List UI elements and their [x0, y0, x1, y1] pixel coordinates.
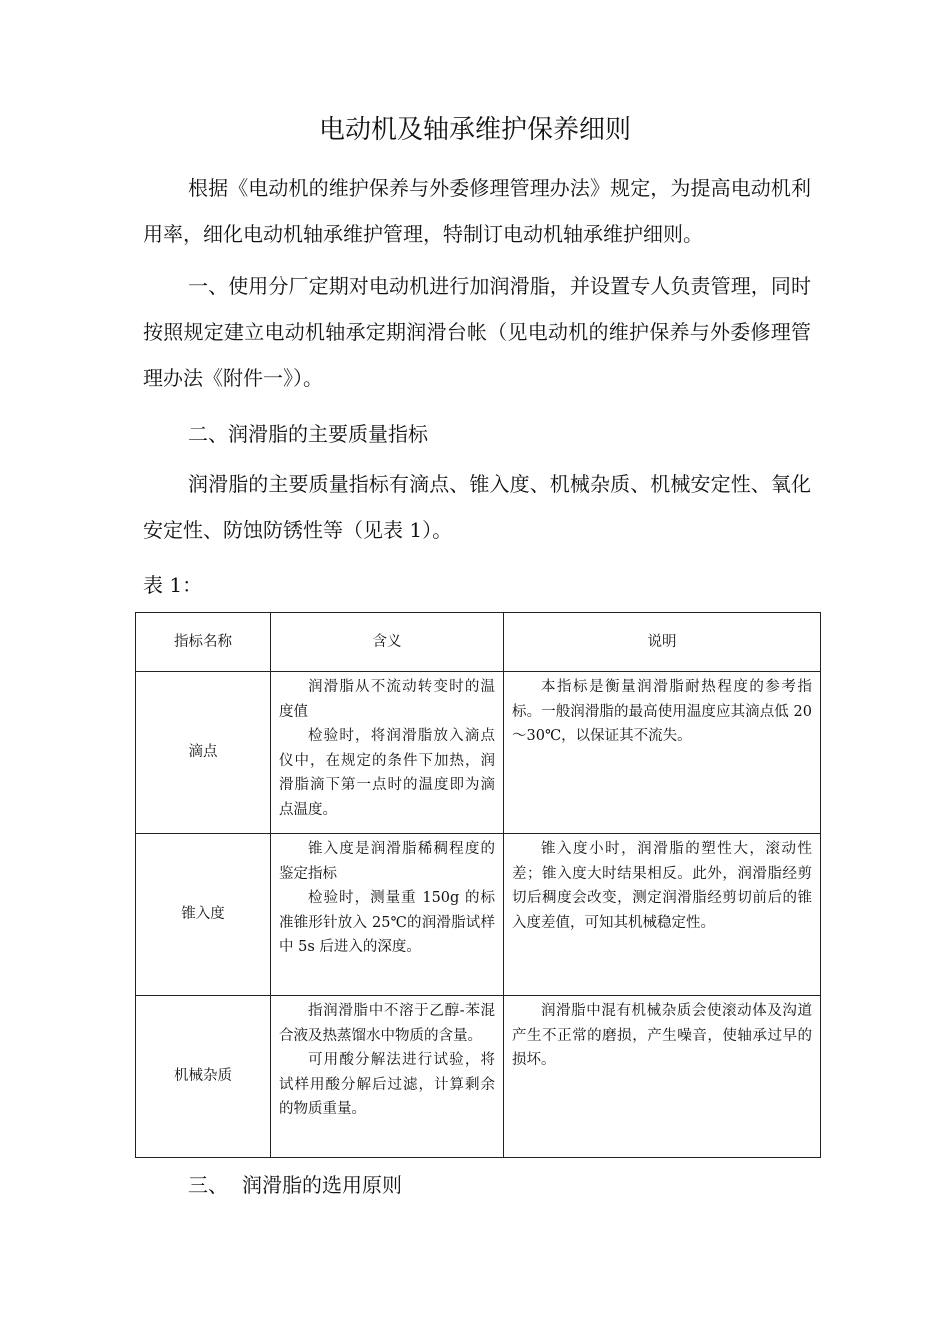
row-meaning	[271, 996, 504, 1158]
meaning-definition: 指润滑脂中不溶于乙醇-苯混合液及热蒸馏水中物质的含量。	[279, 1003, 495, 1044]
meaning-test-method: 检验时，测量重 150g 的标准锥形针放入 25℃的润滑脂试样中 5s 后进入的深度。	[279, 890, 495, 955]
section-3-number: 三、	[188, 1173, 228, 1197]
table-row	[136, 672, 821, 834]
row-note	[504, 834, 821, 996]
row-meaning	[271, 834, 504, 996]
section-3-title: 润滑脂的选用原则	[242, 1173, 402, 1197]
note-text: 润滑脂中混有机械杂质会使滚动体及沟道产生不正常的磨损，产生噪音，使轴承过早的损坏。	[512, 1003, 812, 1068]
row-index-name: 滴点	[136, 672, 271, 834]
table-header-row	[136, 613, 821, 672]
section-2-paragraph: 润滑脂的主要质量指标有滴点、锥入度、机械杂质、机械安定性、氧化安定性、防蚀防锈性等（见表 1）。	[143, 472, 811, 542]
meaning-test-method: 可用酸分解法进行试验，将试样用酸分解后过滤，计算剩余的物质重量。	[279, 1052, 495, 1117]
intro-paragraph: 根据《电动机的维护保养与外委修理管理办法》规定，为提高电动机利用率，细化电动机轴承维护管理，特制订电动机轴承维护细则。	[143, 176, 811, 246]
table-label: 表 1：	[143, 573, 203, 597]
meaning-definition: 锥入度是润滑脂稀稠程度的鉴定指标	[279, 841, 495, 882]
section-3-heading	[188, 1165, 402, 1205]
note-text: 锥入度小时，润滑脂的塑性大，滚动性差；锥入度大时结果相反。此外，润滑脂经剪切后稠度会改变，测定润滑脂经剪切前后的锥入度差值，可知其机械稳定性。	[512, 841, 812, 931]
quality-index-table	[135, 612, 821, 1158]
header-index-name: 指标名称	[136, 613, 271, 672]
row-note	[504, 672, 821, 834]
section-2-heading: 二、润滑脂的主要质量指标	[188, 422, 428, 446]
table-row	[136, 834, 821, 996]
header-meaning: 含义	[271, 613, 504, 672]
row-index-name: 机械杂质	[136, 996, 271, 1158]
row-index-name: 锥入度	[136, 834, 271, 996]
document-title: 电动机及轴承维护保养细则	[318, 115, 631, 145]
header-note: 说明	[504, 613, 821, 672]
table-row	[136, 996, 821, 1158]
meaning-definition: 润滑脂从不流动转变时的温度值	[279, 679, 495, 720]
meaning-test-method: 检验时，将润滑脂放入滴点仪中，在规定的条件下加热，润滑脂滴下第一点时的温度即为滴点温度。	[279, 728, 495, 818]
row-meaning	[271, 672, 504, 834]
section-1-paragraph: 一、使用分厂定期对电动机进行加润滑脂，并设置专人负责管理，同时按照规定建立电动机轴承定期润滑台帐（见电动机的维护保养与外委修理管理办法《附件一》）。	[143, 274, 811, 390]
row-note	[504, 996, 821, 1158]
note-text: 本指标是衡量润滑脂耐热程度的参考指标。一般润滑脂的最高使用温度应其滴点低 20～30℃，以保证其不流失。	[512, 679, 812, 744]
